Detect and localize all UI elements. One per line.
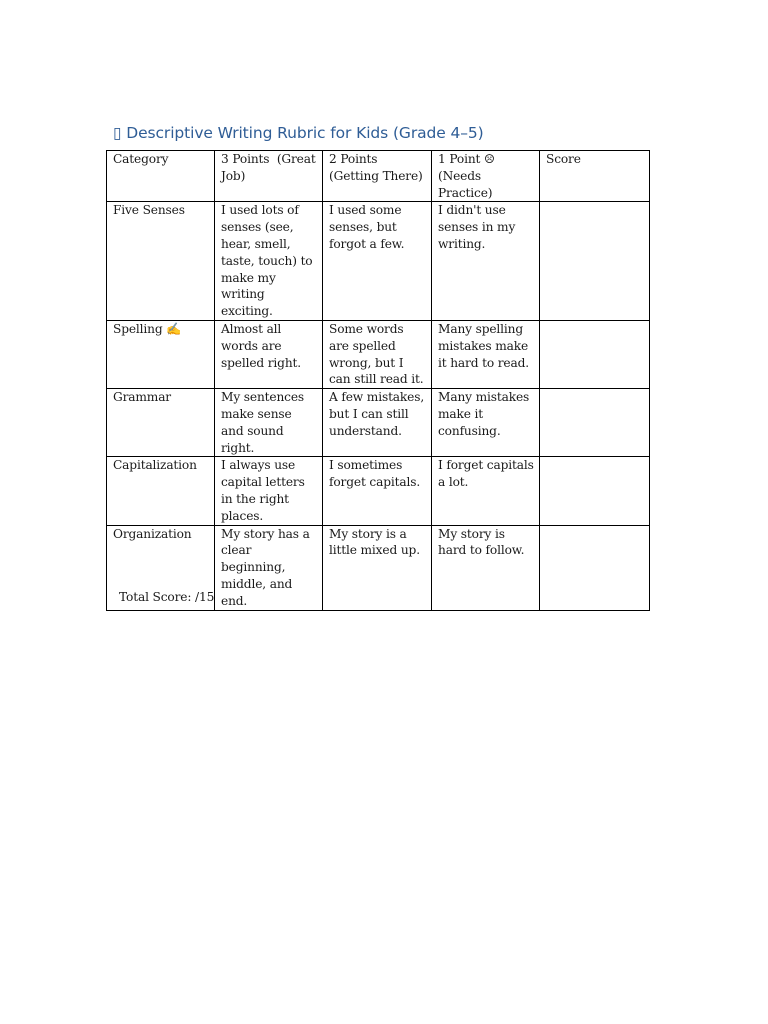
row-2-points-cell: Some words are spelled wrong, but I can still read it. bbox=[323, 320, 432, 388]
document-title: ▯ Descriptive Writing Rubric for Kids (Grade 4–5) bbox=[113, 124, 484, 142]
row-3-points-cell: I used lots of senses (see, hear, smell, taste, touch) to make my writing exciting. bbox=[215, 202, 323, 321]
row-1-point-cell: Many mistakes make it confusing. bbox=[432, 389, 540, 457]
row-1-point-cell: My story is hard to follow. bbox=[432, 525, 540, 610]
row-score-cell[interactable] bbox=[540, 320, 650, 388]
row-1-point-cell: Many spelling mistakes make it hard to read. bbox=[432, 320, 540, 388]
table-row bbox=[107, 320, 650, 388]
header-3-points: 3 Points (Great Job) bbox=[215, 151, 323, 202]
row-3-points-cell: Almost all words are spelled right. bbox=[215, 320, 323, 388]
row-1-point-cell: I didn't use senses in my writing. bbox=[432, 202, 540, 321]
row-score-cell[interactable] bbox=[540, 202, 650, 321]
row-2-points-cell: A few mistakes, but I can still understand. bbox=[323, 389, 432, 457]
row-score-cell[interactable] bbox=[540, 457, 650, 525]
header-2-points: 2 Points (Getting There) bbox=[323, 151, 432, 202]
row-score-cell[interactable] bbox=[540, 389, 650, 457]
row-2-points-cell: I sometimes forget capitals. bbox=[323, 457, 432, 525]
total-score: Total Score: /15 bbox=[119, 590, 215, 604]
rubric-table bbox=[106, 150, 650, 611]
row-3-points-cell: My sentences make sense and sound right. bbox=[215, 389, 323, 457]
table-row bbox=[107, 202, 650, 321]
row-1-point-cell: I forget capitals a lot. bbox=[432, 457, 540, 525]
row-3-points-cell: My story has a clear beginning, middle, and end. bbox=[215, 525, 323, 610]
row-2-points-cell: I used some senses, but forgot a few. bbox=[323, 202, 432, 321]
table-row bbox=[107, 389, 650, 457]
row-score-cell[interactable] bbox=[540, 525, 650, 610]
table-row bbox=[107, 457, 650, 525]
row-category-cell: Organization bbox=[107, 525, 215, 610]
header-1-point: 1 Point ☹ (Needs Practice) bbox=[432, 151, 540, 202]
row-category-cell: Spelling ✍ bbox=[107, 320, 215, 388]
row-3-points-cell: I always use capital letters in the right places. bbox=[215, 457, 323, 525]
header-score: Score bbox=[540, 151, 650, 202]
row-2-points-cell: My story is a little mixed up. bbox=[323, 525, 432, 610]
row-category-cell: Grammar bbox=[107, 389, 215, 457]
row-category-cell: Five Senses bbox=[107, 202, 215, 321]
table-header-row bbox=[107, 151, 650, 202]
header-category: Category bbox=[107, 151, 215, 202]
row-category-cell: Capitalization bbox=[107, 457, 215, 525]
